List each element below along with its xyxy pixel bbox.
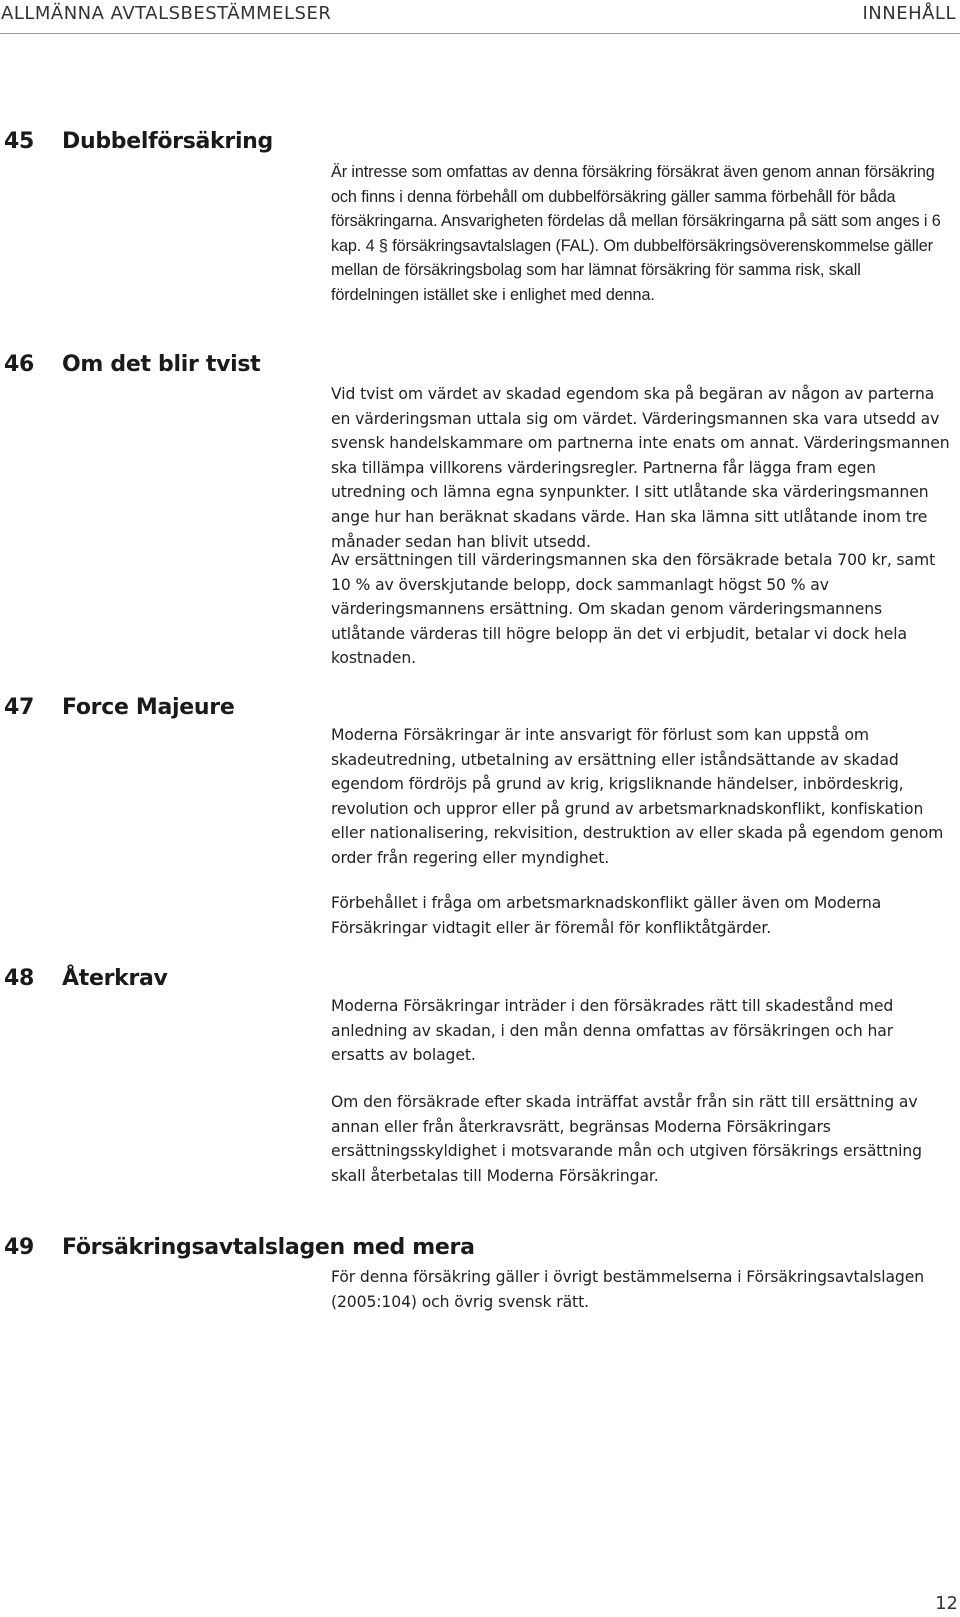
section-number: 49 [4,1235,35,1260]
section-heading-48 [4,966,168,991]
page-number: 12 [935,1593,958,1614]
section-47-paragraph-2: Förbehållet i fråga om arbetsmarknadskonflikt gäller även om Moderna Försäkringar vidtagit eller är föremål för konfliktåtgärder. [331,894,882,937]
section-number: 48 [4,966,35,991]
section-title: Force Majeure [62,695,235,720]
section-48-paragraph-1: Moderna Försäkringar inträder i den försäkrades rätt till skadestånd med anledning av skadan, i den mån denna omfattas av försäkringen och har ersatts av bolaget. [331,997,894,1065]
section-46-paragraph-2: Av ersättningen till värderingsmannen ska den försäkrade betala 700 kr, samt 10 % av överskjutande belopp, dock sammanlagt högst 50 % av värderingsmannens ersättning. Om skadan genom värderingsmannens utlåtande värderas till högre belopp än det vi erbjudit, betalar vi dock hela kostnaden. [331,551,936,668]
section-number: 47 [4,695,35,720]
running-header-left: ALLMÄNNA AVTALSBESTÄMMELSER [1,3,332,24]
section-heading-47 [4,695,234,720]
section-45-paragraph-1: Är intresse som omfattas av denna försäkring försäkrat även genom annan försäkring och finns i denna förbehåll om dubbelförsäkring gäller samma förbehåll för båda försäkringarna. Ansvarigheten fördelas då mellan försäkringarna på sätt som anges i 6 kap. 4 § försäkringsavtalslagen (FAL). Om dubbelförsäkringsöverenskommelse gäller mellan de försäkringsbolag som har lämnat försäkring för samma risk, skall fördelningen istället ske i enlighet med denna. [331,163,941,304]
section-title: Återkrav [62,966,168,991]
header-divider [0,33,960,34]
running-header-right: INNEHÅLL [862,3,956,24]
section-49-paragraph-1: För denna försäkring gäller i övrigt bestämmelserna i Försäkringsavtalslagen (2005:104) och övrig svensk rätt. [331,1268,925,1311]
section-heading-45 [4,129,273,154]
section-number: 46 [4,352,35,377]
section-number: 45 [4,129,35,154]
section-title: Dubbelförsäkring [62,129,273,154]
section-title: Försäkringsavtalslagen med mera [62,1235,475,1260]
section-46-paragraph-1: Vid tvist om värdet av skadad egendom ska på begäran av någon av parterna en värderingsman uttala sig om värdet. Värderingsmannen ska vara utsedd av svensk handelskammare om partnerna inte enats om annat. Värderingsmannen ska tillämpa villkorens värderingsregler. Partnerna får lägga fram egen utredning och lämna egna synpunkter. I sitt utlåtande ska värderingsmannen ange hur han beräknat skadans värde. Han ska lämna sitt utlåtande inom tre månader sedan han blivit utsedd. [331,385,950,551]
section-47-paragraph-1: Moderna Försäkringar är inte ansvarigt för förlust som kan uppstå om skadeutredning, utbetalning av ersättning eller iståndsättande av skadad egendom fördröjs på grund av krig, krigsliknande händelser, inbördeskrig, revolution och uppror eller på grund av arbetsmarknadskonflikt, konfiskation eller nationalisering, rekvisition, destruktion av eller skada på egendom genom order från regering eller myndighet. [331,726,944,867]
section-heading-46 [4,352,260,377]
section-heading-49 [4,1235,475,1260]
section-title: Om det blir tvist [62,352,261,377]
section-48-paragraph-2: Om den försäkrade efter skada inträffat avstår från sin rätt till ersättning av annan eller från återkravsrätt, begränsas Moderna Försäkringars ersättningsskyldighet i motsvarande mån och utgiven försäkrings ersättning skall återbetalas till Moderna Försäkringar. [331,1093,922,1185]
